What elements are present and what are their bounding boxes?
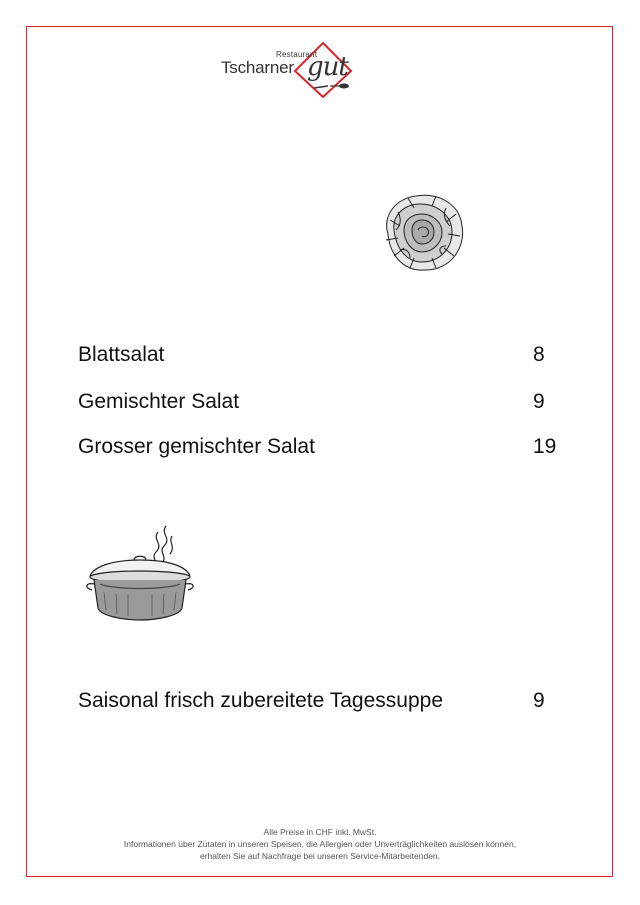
menu-item-blattsalat: [78, 340, 558, 370]
logo-restaurant-text: Restaurant: [276, 50, 318, 59]
menu-item-gemischter-salat: [78, 387, 558, 417]
footer-allergen-note: Informationen über Zutaten in unseren Speisen, die Allergien oder Unverträglichkeiten auslösen können,: [123, 839, 517, 849]
menu-item-grosser-gemischter-salat: [78, 432, 558, 462]
restaurant-logo: [218, 40, 358, 98]
footer-price-note: Alle Preise in CHF inkl. MwSt.: [263, 827, 377, 837]
footer-notes: [40, 826, 600, 862]
menu-item-price: 9: [533, 390, 545, 413]
menu-item-price: 8: [533, 343, 545, 366]
menu-item-tagessuppe: [78, 686, 558, 716]
menu-item-price: 9: [533, 689, 545, 712]
menu-item-name: Gemischter Salat: [78, 390, 240, 413]
menu-item-price: 19: [533, 435, 557, 458]
logo-name-text: Tscharner: [221, 58, 294, 77]
menu-item-name: Blattsalat: [78, 343, 165, 366]
logo-script-text: gut: [307, 52, 348, 82]
footer-service-note: erhalten Sie auf Nachfrage bei unseren Service-Mitarbeitenden.: [199, 851, 441, 861]
menu-item-name: Saisonal frisch zubereitete Tagessuppe: [78, 689, 444, 712]
menu-item-name: Grosser gemischter Salat: [78, 435, 315, 458]
lettuce-illustration-icon: [380, 190, 466, 274]
steaming-pot-illustration-icon: [84, 522, 196, 622]
